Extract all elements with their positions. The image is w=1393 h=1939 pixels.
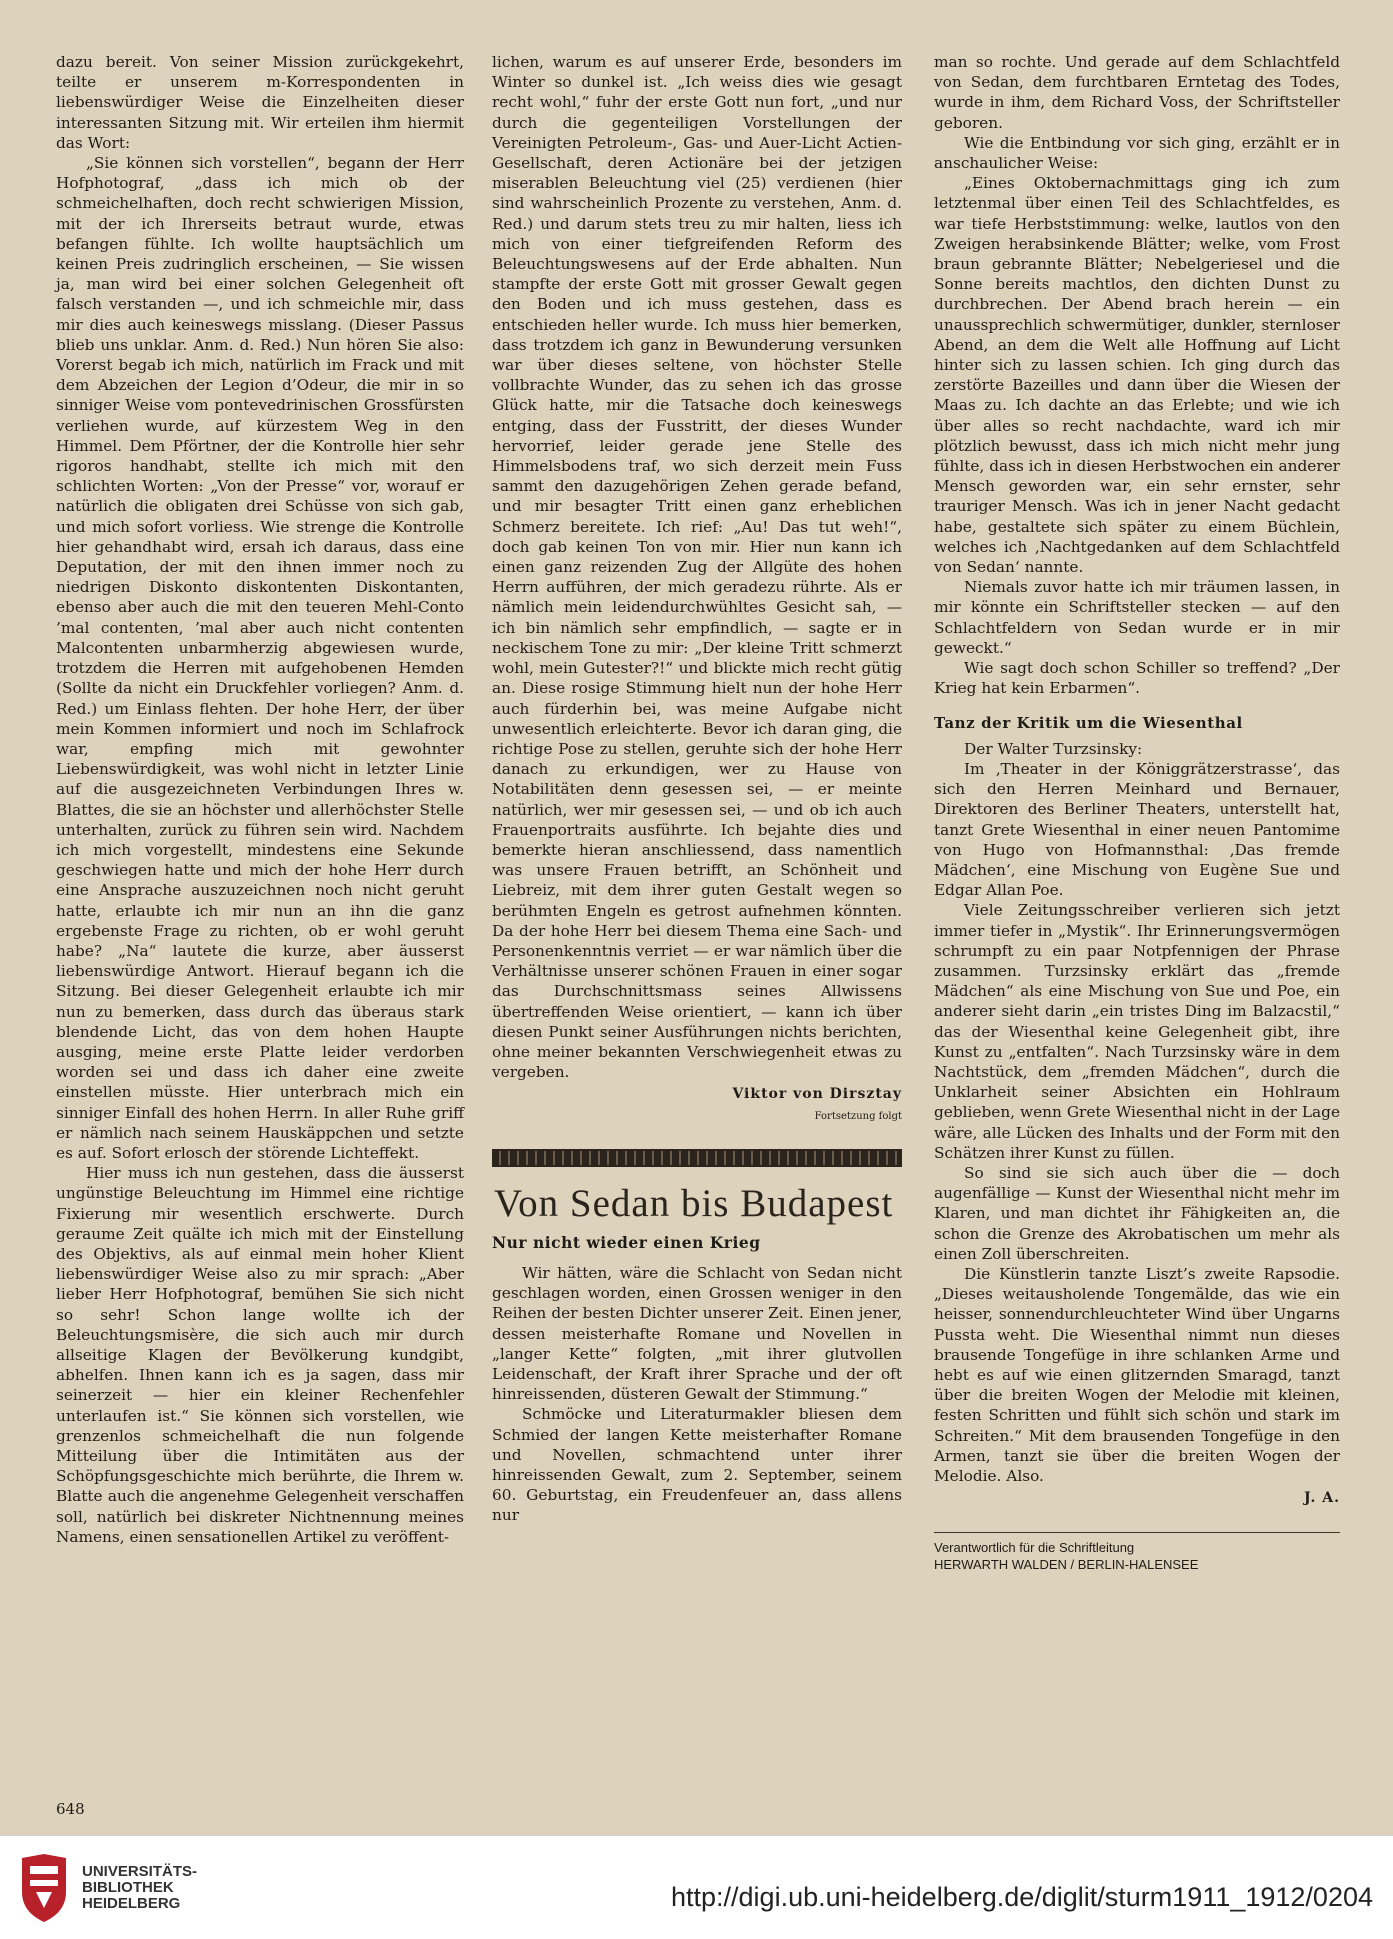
impressum [934,1532,1340,1573]
column-2 [492,52,902,1526]
paragraph: man so rochte. Und gerade auf dem Schlachtfeld von Sedan, dem furchtbaren Erntetag des Todes, wurde in ihm, dem Richard Voss, der Schriftsteller geboren. [934,53,1340,132]
author-signature: J. A. [1303,1490,1340,1507]
library-name [82,1864,197,1912]
page-number: 648 [56,1800,85,1818]
continuation-note: Fortsetzung folgt [814,1110,902,1122]
paragraph: Wie sagt doch schon Schiller so treffend? „Der Krieg hat kein Erbarmen“. [934,659,1340,698]
paragraph: „Sie können sich vorstellen“, begann der Herr Hofphotograf, „dass ich mich ob der schmeichelhaften, doch recht schwierigen Mission, mit der ich Ihrerseits betraut wurde, etwas befangen fühlte. Ich wollte hauptsächlich um keinen Preis zudringlich erscheinen, — Sie wissen ja, man wird bei einer solchen Gelegenheit oft falsch verstanden —, und ich schmeichle mir, dass mir dies auch keineswegs misslang. (Dieser Passus blieb uns unklar. Anm. d. Red.) Nun hören Sie also: Vorerst begab ich mich, natürlich im Frack und mit dem Abzeichen der Legion d’Odeur, die mir in so sinniger Weise vom pontevedrinischen Grossfürsten verliehen wurde, auf kürzestem Weg in den Himmel. Dem Pförtner, der die Kontrolle hier sehr rigoros handhabt, stellte ich mich mit den schlichten Worten: „Von der Presse“ vor, worauf er natürlich die obligaten drei Schüsse von sich gab, und mich sofort vorliess. Wie strenge die Kontrolle hier gehandhabt wird, ersah ich daraus, dass eine Deputation, der mit den ihnen immer noch zu niedrigen Diskonto diskontenten Diskontanten, ebenso aber auch die mit den teueren Mehl-Conto ’mal contenten, ’mal aber auch nicht contenten Malcontenten unbarmherzig abgewiesen wurde, trotzdem die Herren mit aufgehobenen Hemden (Sollte da nicht ein Druckfehler vorliegen? Anm. d. Red.) um Einlass flehten. Der hohe Herr, der über mein Kommen informiert und noch im Schlafrock war, empfing mich mit gewohnter Liebenswürdigkeit, was wohl nicht in letzter Linie auf die ausgezeichneten Verbindungen Ihres w. Blattes, die sie an höchster und allerhöchster Stelle unterhalten, zurück zu führen sein wird. Nachdem ich mich vorgestellt, mindestens eine Sekunde geschwiegen hatte und mich der hohe Herr durch eine Ansprache auszuzeichnen noch nicht geruht hatte, erlaubte ich mir nun an ihn die ganz ergebenste Frage zu richten, ob er wohl geruht habe? „Na“ lautete die kurze, aber äusserst liebenswürdige Antwort. Hierauf begann ich die Sitzung. Bei dieser Gelegenheit erlaubte ich mir nun zu bemerken, dass durch das überaus stark blendende Licht, das von dem hohen Haupte ausging, meine erste Platte leider verdorben worden sei und dass ich daher eine zweite einstellen müsste. Hier unterbrach mich ein sinniger Einfall des hohen Herrn. In aller Ruhe griff er nämlich nach seinem Hauskäppchen und setzte es auf. Sofort erlosch der störende Lichteffekt. [56,154,464,1162]
ornamental-divider [492,1149,902,1167]
permalink-url[interactable]: http://digi.ub.uni-heidelberg.de/diglit/sturm1911_1912/0204 [671,1882,1373,1912]
impressum-editor: HERWARTH WALDEN / BERLIN-HALENSEE [934,1557,1199,1573]
impressum-label: Verantwortlich für die Schriftleitung [934,1540,1135,1556]
article-subtitle: Nur nicht wieder einen Krieg [492,1232,761,1252]
library-name-line: UNIVERSITÄTS- [82,1863,198,1880]
author-signature: Viktor von Dirsztay [732,1086,902,1103]
paragraph: Viele Zeitungsschreiber verlieren sich jetzt immer tiefer in „Mystik“. Ihr Erinnerungsvermögen schrumpft zu ein paar Notpfennigen der Phrase zusammen. Turzsinsky erklärt das „fremde Mädchen“ als eine Mischung von Sue und Poe, ein anderer sieht darin „ein tristes Ding im Balzacstil,“ das der Wiesenthal keine Gelegenheit gibt, ihre Kunst zu „entfalten“. Nach Turzsinsky wäre in dem Nachtstück, dem „fremden Mädchen“, durch die Unklarheit seiner Absichten ein Hohlraum geblieben, wenn Grete Wiesenthal nicht in der Lage wäre, alle Lücken des Inhalts und der Form mit den Schätzen ihrer Kunst zu füllen. [934,901,1340,1162]
paragraph: lichen, warum es auf unserer Erde, besonders im Winter so dunkel ist. „Ich weiss dies wie gesagt recht wohl,“ fuhr der erste Gott nun fort, „und nur durch die gegenteiligen Vorstellungen der Vereinigten Petroleum-, Gas- und Auer-Licht Actien-Gesellschaft, deren Actionäre bei der jetzigen miserablen Beleuchtung viel (25) verdienen (hier sind wahrscheinlich Prozente zu verstehen, Anm. d. Red.) und darum stets treu zu mir halten, liess ich mich von einer tiefgreifenden Reform des Beleuchtungswesens auf der Erde abhalten. Nun stampfte der erste Gott mit grosser Gewalt gegen den Boden und ich muss gestehen, dass es entschieden heller wurde. Ich muss hier bemerken, dass trotzdem ich ganz in Bewunderung versunken war über dieses seltene, von höchster Stelle vollbrachte Wunder, das zu sehen ich das grosse Glück hatte, mir die Tatsache doch keineswegs entging, dass der Fusstritt, der dieses Wunder hervorrief, leider gerade jene Stelle des Himmelsbodens traf, wo sich derzeit mein Fuss sammt den dazugehörigen Zehen gerade befand, und mir besagter Tritt einen ganz erheblichen Schmerz bereitete. Ich rief: „Au! Das tut weh!“, doch gab keinen Ton von mir. Hier nun kann ich einen ganz reizenden Zug der Allgüte des hohen Herrn aufführen, der mich geradezu rührte. Als er nämlich mein leidendurchwühltes Gesicht sah, — ich bin nämlich sehr empfindlich, — sagte er in neckischem Tone zu mir: „Der kleine Tritt schmerzt wohl, mein Gutester?!“ und blickte mich recht gütig an. Diese rosige Stimmung hielt nun der hohe Herr auch fürderhin bei, was meine Aufgabe nicht unwesentlich erleichterte. Bevor ich daran ging, die richtige Pose zu stellen, geruhte sich der hohe Herr danach zu erkundigen, wer zu Hause von Notabilitäten denn gesessen sei, — er meinte natürlich, wer mir gesessen sei, — und ob ich auch Frauenportraits ausführte. Ich bejahte dies und bemerkte hieran anschliessend, dass namentlich was unsere Frauen betrifft, an Schönheit und Liebreiz, mit dem ihrer guten Gestalt wegen so berühmten Engeln es getrost aufnehmen könnten. Da der hohe Herr bei diesem Thema eine Sach- und Personenkenntnis verriet — er war nämlich über die Verhältnisse unserer schönen Frauen in einer sogar das Durchschnittsmass seines Allwissens übertreffenden Weise orientiert, — kann ich über diesen Punkt seiner Ausführungen nichts berichten, ohne meiner bekannten Verschwiegenheit etwas zu vergeben. [492,53,902,1082]
column-1 [56,52,464,1547]
paragraph: dazu bereit. Von seiner Mission zurückgekehrt, teilte er unserem m-Korrespondenten in liebenswürdiger Weise die Einzelheiten dieser interessanten Sitzung mit. Wir erteilen ihm hiermit das Wort: [56,53,464,152]
paragraph: Wir hätten, wäre die Schlacht von Sedan nicht geschlagen worden, einen Grossen weniger in den Reihen der besten Dichter unserer Zeit. Einen jener, dessen meisterhafte Romane und Novellen in „langer Kette“ folgten, „mit ihrer glutvollen Leidenschaft, der Kraft ihrer Sprache und der oft hinreissenden, düsteren Gewalt der Stimmung.“ [492,1263,902,1404]
column-3 [934,52,1340,1573]
paragraph: Schmöcke und Literaturmakler bliesen dem Schmied der langen Kette meisterhafter Romane und Novellen, schmachtend unter ihrer hinreissenden Gewalt, zum 2. September, seinem 60. Geburtstag, ein Freudenfeuer an, dass allens nur [492,1405,902,1525]
paragraph: Der Walter Turzsinsky: [964,739,1143,758]
paragraph: Niemals zuvor hatte ich mir träumen lassen, in mir könnte ein Schriftsteller stecken — auf den Schlachtfeldern von Sedan wurde er in mir geweckt.“ [934,578,1340,657]
paragraph: Im ‚Theater in der Königgrätzerstrasse‘, das sich den Herren Meinhard und Bernauer, Direktoren des Berliner Theaters, unterstellt hat, tanzt Grete Wiesenthal in einer neuen Pantomime von Hugo von Hofmannsthal: ‚Das fremde Mädchen‘, eine Mischung von Eugène Sue und Edgar Allan Poe. [934,759,1340,900]
viewer-footer [0,1835,1393,1939]
library-name-line: HEIDELBERG [82,1895,181,1912]
article-title: Von Sedan bis Budapest [494,1181,894,1225]
paragraph: So sind sie sich auch über die — doch augenfällige — Kunst der Wiesenthal nicht mehr im Klaren, und man dichtet ihr Fähigkeiten an, die schon die Grenze des Akrobatischen um mehr als einen Zoll überschreiten. [934,1163,1340,1263]
paragraph: Hier muss ich nun gestehen, dass die äusserst ungünstige Beleuchtung im Himmel eine richtige Fixierung mir wesentlich erschwerte. Durch geraume Zeit quälte ich mich mit der Einstellung des Objektivs, als auf einmal mein hoher Klient liebenswürdiger Weise also zu mir sprach: „Aber lieber Herr Hofphotograf, bemühen Sie sich nicht so sehr! Schon lange wollte ich der Beleuchtungsmisère, die sich auch mir durch allseitige Klagen der Bevölkerung kundgibt, abhelfen. Ihnen kann ich es ja sagen, dass mir seinerzeit — hier ein kleiner Rechenfehler unterlaufen ist.“ Sie können sich vorstellen, wie grenzenlos schmeichelhaft die nun folgende Mitteilung über die Intimitäten aus der Schöpfungsgeschichte mich berührte, die Ihrem w. Blatte auch die angenehme Gelegenheit verschaffen soll, natürlich bei diskreter Nichtnennung meines Namens, einen sensationellen Artikel zu veröffent- [56,1164,464,1546]
paragraph: Wie die Entbindung vor sich ging, erzählt er in anschaulicher Weise: [934,133,1340,173]
university-library-logo-icon [14,1852,74,1924]
paragraph: „Eines Oktobernachmittags ging ich zum letztenmal über einen Teil des Schlachtfeldes, es war tiefe Herbststimmung: welke, lautlos von den Zweigen herabsinkende Blätter; welke, vom Frost braun gebrannte Blätter; Nebelgeriesel und die Sonne bereits machtlos, den dichten Dunst zu durchbrechen. Der Abend brach herein — ein unaussprechlich schwermütiger, dunkler, sternloser Abend, an dem die Welt alle Hoffnung auf Licht hinter sich zu lassen schien. Ich ging durch das zerstörte Bazeilles und dann über die Wiesen der Maas zu. Ich dachte an das Erlebte; und wie ich über alles so recht nachdachte, ward ich mir plötzlich bewusst, dass ich mich nicht mehr jung fühlte, dass ich in diesen Herbstwochen ein anderer Mensch geworden war, ein sehr ernster, sehr trauriger Mensch. Was ich in jener Nacht gedacht habe, gestaltete sich später zu einem Büchlein, welches ich ‚Nachtgedanken auf dem Schlachtfeld von Sedan‘ nannte. [934,174,1340,577]
library-name-line: BIBLIOTHEK [82,1879,174,1896]
paragraph: Die Künstlerin tanzte Liszt’s zweite Rapsodie. „Dieses weitausholende Tongemälde, das wie ein heisser, sonnendurchleuchteter Wind über Ungarns Pussta weht. Die Wiesenthal nimmt nun dieses brausende Tongefüge in ihre schlanken Arme und hebt es auf wie einen glitzernden Smaragd, tanzt über die breiten Wogen der Melodie mit kleinen, festen Schritten und fühlt sich schön und stark im Schreiten.“ Mit dem brausenden Tongefüge in den Armen, tanzt sie über die breiten Wogen der Melodie. Also. [934,1264,1340,1486]
section-title: Tanz der Kritik um die Wiesenthal [934,713,1243,732]
